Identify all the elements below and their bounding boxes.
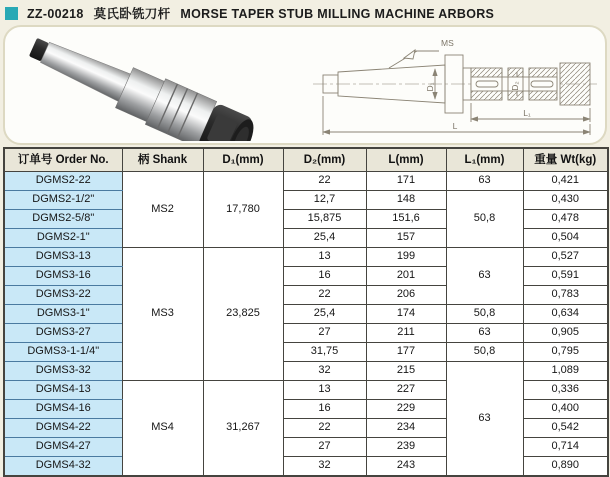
spec-value-cell: 211 (366, 324, 446, 343)
table-row (4, 324, 608, 343)
spec-value-cell: 22 (283, 419, 366, 438)
spec-value-cell: 0,400 (523, 400, 608, 419)
title-chinese: 莫氏卧铣刀杆 (93, 7, 171, 21)
spec-value-cell: 0,783 (523, 286, 608, 305)
order-no-cell: DGMS3-16 (4, 267, 122, 286)
spec-value-cell: 32 (283, 362, 366, 381)
spec-value-cell: 0,478 (523, 210, 608, 229)
spec-value-cell: 0,542 (523, 419, 608, 438)
spec-table-body (4, 172, 608, 477)
spec-value-cell: 25,4 (283, 229, 366, 248)
spec-value-cell: 0,714 (523, 438, 608, 457)
spec-value-cell: 148 (366, 191, 446, 210)
table-row (4, 362, 608, 381)
table-header-row (4, 148, 608, 172)
spec-value-cell: 243 (366, 457, 446, 477)
spec-value-cell: 25,4 (283, 305, 366, 324)
header-weight: 重量 Wt(kg) (523, 148, 608, 172)
order-no-cell: DGMS4-13 (4, 381, 122, 400)
catalog-code: ZZ-00218 (27, 7, 84, 21)
order-no-cell: DGMS4-22 (4, 419, 122, 438)
product-photo (5, 29, 305, 141)
product-panel (3, 25, 607, 145)
spec-value-cell: 151,6 (366, 210, 446, 229)
spec-value-cell: 201 (366, 267, 446, 286)
spec-value-cell: 0,421 (523, 172, 608, 191)
spec-value-cell: 50,8 (446, 191, 523, 248)
drawing-label-ms: MS (441, 38, 454, 48)
technical-drawing (305, 29, 605, 141)
teal-square-bullet-icon (5, 7, 18, 20)
order-no-cell: DGMS4-16 (4, 400, 122, 419)
spec-value-cell: 0,591 (523, 267, 608, 286)
spec-value-cell: 13 (283, 381, 366, 400)
order-no-cell: DGMS2-1" (4, 229, 122, 248)
spec-value-cell: MS4 (122, 381, 203, 477)
spec-value-cell: 1,089 (523, 362, 608, 381)
order-no-cell: DGMS4-27 (4, 438, 122, 457)
order-no-cell: DGMS3-1-1/4" (4, 343, 122, 362)
spec-table (3, 147, 609, 477)
order-no-cell: DGMS2-5/8" (4, 210, 122, 229)
spec-value-cell: 0,430 (523, 191, 608, 210)
spec-value-cell: 174 (366, 305, 446, 324)
order-no-cell: DGMS2-1/2" (4, 191, 122, 210)
spec-value-cell: 229 (366, 400, 446, 419)
spec-value-cell: 177 (366, 343, 446, 362)
spec-value-cell: 0,634 (523, 305, 608, 324)
table-row (4, 248, 608, 267)
spec-value-cell: 27 (283, 438, 366, 457)
spec-value-cell: 0,890 (523, 457, 608, 477)
spec-value-cell: 16 (283, 267, 366, 286)
table-row (4, 343, 608, 362)
page-title (5, 4, 605, 22)
header-l1: L₁(mm) (446, 148, 523, 172)
spec-value-cell: 63 (446, 172, 523, 191)
spec-value-cell: 0,527 (523, 248, 608, 267)
order-no-cell: DGMS3-1" (4, 305, 122, 324)
spec-value-cell: 50,8 (446, 305, 523, 324)
spec-value-cell: 12,7 (283, 191, 366, 210)
drawing-label-d2: D₂ (510, 81, 520, 91)
spec-value-cell: 16 (283, 400, 366, 419)
spec-value-cell: 215 (366, 362, 446, 381)
spec-value-cell: MS3 (122, 248, 203, 381)
spec-value-cell: 31,75 (283, 343, 366, 362)
spec-value-cell: 27 (283, 324, 366, 343)
spec-value-cell: 199 (366, 248, 446, 267)
drawing-label-l1: L₁ (523, 108, 531, 118)
table-row (4, 191, 608, 210)
spec-value-cell: 63 (446, 248, 523, 305)
drawing-label-l: L (452, 121, 458, 131)
spec-value-cell: 239 (366, 438, 446, 457)
order-no-cell: DGMS4-32 (4, 457, 122, 477)
header-order-no: 订单号 Order No. (4, 148, 122, 172)
table-row (4, 172, 608, 191)
page-title-text (27, 4, 494, 22)
spec-value-cell: 0,336 (523, 381, 608, 400)
header-d2: D₂(mm) (283, 148, 366, 172)
order-no-cell: DGMS3-22 (4, 286, 122, 305)
spec-value-cell: 50,8 (446, 343, 523, 362)
spec-value-cell: 17,780 (203, 172, 283, 248)
drawing-label-d1: D₁ (425, 82, 435, 92)
spec-value-cell: 22 (283, 172, 366, 191)
spec-value-cell: 15,875 (283, 210, 366, 229)
spec-value-cell: 13 (283, 248, 366, 267)
spec-value-cell: 157 (366, 229, 446, 248)
spec-value-cell: 22 (283, 286, 366, 305)
header-shank: 柄 Shank (122, 148, 203, 172)
spec-value-cell: 23,825 (203, 248, 283, 381)
header-l: L(mm) (366, 148, 446, 172)
header-d1: D₁(mm) (203, 148, 283, 172)
spec-value-cell: 0,905 (523, 324, 608, 343)
spec-value-cell: 32 (283, 457, 366, 477)
spec-value-cell: 206 (366, 286, 446, 305)
spec-value-cell: 227 (366, 381, 446, 400)
spec-value-cell: MS2 (122, 172, 203, 248)
order-no-cell: DGMS3-27 (4, 324, 122, 343)
table-row (4, 305, 608, 324)
order-no-cell: DGMS2-22 (4, 172, 122, 191)
title-english: MORSE TAPER STUB MILLING MACHINE ARBORS (180, 7, 495, 21)
order-no-cell: DGMS3-13 (4, 248, 122, 267)
spec-value-cell: 63 (446, 362, 523, 477)
spec-value-cell: 63 (446, 324, 523, 343)
spec-value-cell: 234 (366, 419, 446, 438)
spec-value-cell: 0,795 (523, 343, 608, 362)
spec-value-cell: 171 (366, 172, 446, 191)
spec-value-cell: 31,267 (203, 381, 283, 477)
order-no-cell: DGMS3-32 (4, 362, 122, 381)
spec-value-cell: 0,504 (523, 229, 608, 248)
